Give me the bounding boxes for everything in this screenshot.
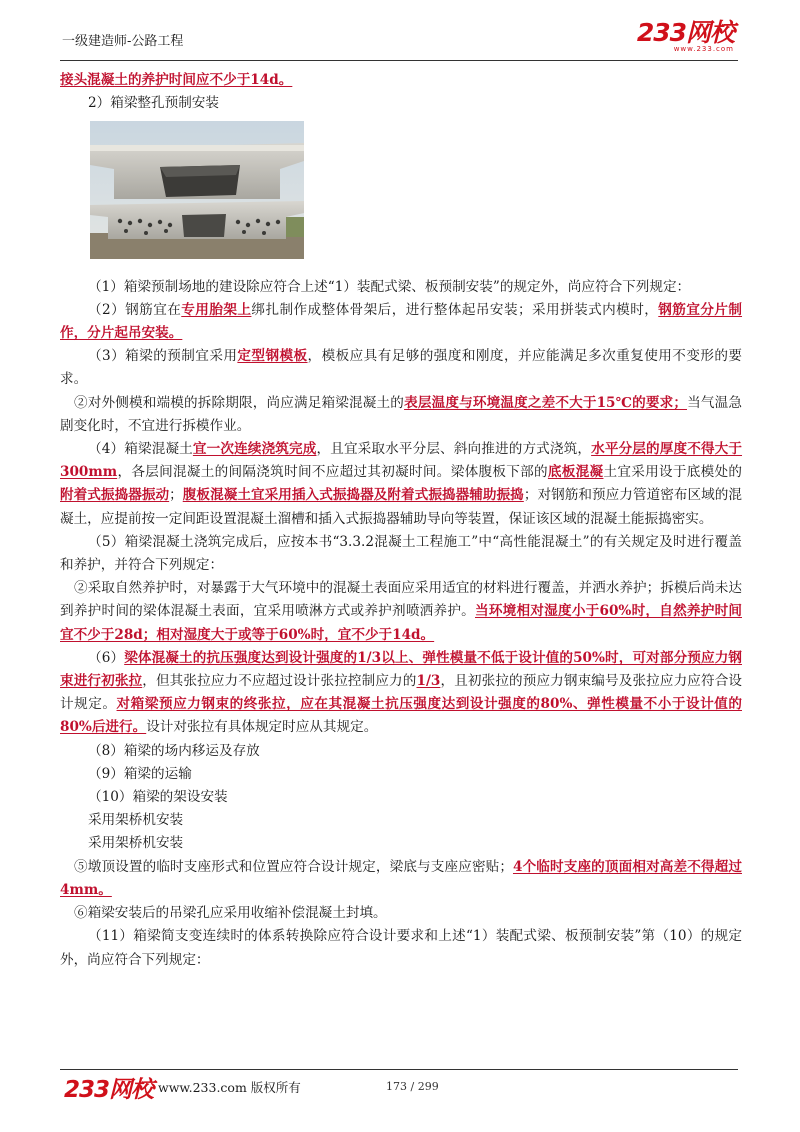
- logo-url: www.233.com: [673, 45, 734, 53]
- text-run: （9）箱梁的运输: [88, 765, 192, 782]
- footer-logo[interactable]: 233网校: [64, 1077, 154, 1103]
- paragraph: [60, 392, 742, 438]
- paragraph: [60, 856, 742, 902]
- logo-text: 233网校: [636, 18, 734, 47]
- section-heading: [60, 92, 742, 115]
- brand-logo[interactable]: [637, 20, 734, 53]
- text-run: ②采取自然养护时，对暴露于大气环境中的混凝土表面应采用适宜的材料进行覆盖，并洒水养护；拆模后尚未达到养护时间的梁体混凝土表面，宜采用喷淋方式或养护剂喷洒养护。: [60, 580, 742, 620]
- text-run: 设计对张拉有具体规定时应从其规定。: [146, 719, 378, 736]
- highlighted-text: 当环境相对湿度小于60%时，自然养护时间宜不少于28d；相对湿度大于或等于60%时，宜不少于14d。: [60, 603, 742, 643]
- highlighted-text: 附着式振捣器振动: [60, 487, 170, 504]
- text-run: （4）箱梁混凝土: [88, 441, 193, 458]
- text-run: ，但其张拉应力不应超过设计张拉控制应力的: [142, 673, 417, 690]
- text-run: （6）: [88, 649, 125, 666]
- highlighted-text: 水平分层的厚度不得大于300mm: [60, 441, 743, 481]
- highlighted-text: 表层温度与环境温度之差不大于15℃的要求；: [404, 394, 687, 411]
- text-run: （11）箱梁简支变连续时的体系转换除应符合设计要求和上述“1）装配式梁、板预制安装”第（10）的规定外，尚应符合下列规定：: [60, 928, 742, 968]
- text-run: ⑤墩顶设置的临时支座形式和位置应符合设计规定，梁底与支座应密贴；: [74, 858, 513, 875]
- highlighted-text: 钢筋宜分片制作，分片起吊安装。: [60, 301, 743, 342]
- highlighted-text: 定型钢模板: [237, 348, 308, 365]
- text-run: ②对外侧模和端模的拆除期限，尚应满足箱梁混凝土的: [74, 394, 405, 411]
- text-run: 土宜采用设于底模处的: [603, 464, 743, 481]
- list-item: [60, 786, 742, 809]
- paragraph: [60, 299, 742, 345]
- paragraph: [60, 925, 742, 971]
- highlighted-text: 底板混凝: [547, 464, 604, 481]
- paragraph: [60, 647, 742, 740]
- text-run: （2）钢筋宜在: [88, 301, 182, 318]
- paragraph: [60, 438, 742, 531]
- paragraph: [60, 69, 742, 92]
- list-item: [60, 809, 742, 832]
- paragraph: [60, 345, 742, 391]
- footer-divider: [60, 1069, 738, 1070]
- paragraph: [60, 577, 742, 647]
- text-run: （5）箱梁混凝土浇筑完成后，应按本书“3.3.2混凝土工程施工”中“高性能混凝土”的有关规定及时进行覆盖和养护，并符合下列规定：: [60, 533, 742, 574]
- text-run: 绑扎制作成整体骨架后，进行整体起吊安装；采用拼装式内模时，: [251, 301, 659, 318]
- highlighted-text: 对箱梁预应力钢束的终张拉，应在其混凝土抗压强度达到设计强度的80%、弹性模量不小于设计值的80%后进行。: [60, 696, 742, 736]
- text-run: （3）箱梁的预制宜采用: [88, 348, 238, 365]
- highlighted-text: 梁体混凝土的抗压强度达到设计强度的1/3以上、弹性模量不低于设计值的50%时，可对部分预应力钢束进行初张拉: [60, 649, 742, 690]
- text-run: （1）箱梁预制场地的建设除应符合上述“1）装配式梁、板预制安装”的规定外，尚应符合下列规定：: [88, 278, 691, 295]
- highlighted-text: 专用胎架上: [181, 301, 252, 318]
- text-run: ，各层间混凝土的间隔浇筑时间不应超过其初凝时间。梁体腹板下部的: [117, 464, 548, 481]
- paragraph: [60, 276, 742, 299]
- text-run: 2）箱梁整孔预制安装: [88, 95, 219, 112]
- highlighted-text: 接头混凝土的养护时间应不少于14d。: [60, 72, 293, 88]
- highlighted-text: 宜一次连续浇筑完成: [192, 441, 317, 458]
- footer-copyright: www.233.com 版权所有: [158, 1080, 301, 1095]
- text-run: （10）箱梁的架设安装: [88, 789, 228, 806]
- page-number: 173 / 299: [386, 1080, 439, 1093]
- list-item: [60, 740, 742, 763]
- text-run: ，且初张拉的预应力钢束编号及张拉应力应符合设计规定。: [60, 673, 743, 713]
- list-item: [60, 832, 742, 855]
- highlighted-text: 腹板混凝土宜采用插入式振捣器及附着式振捣器辅助振捣: [182, 487, 524, 504]
- paragraph: [60, 902, 742, 925]
- page-content: [60, 69, 742, 972]
- text-run: 采用架桥机安装: [88, 835, 184, 852]
- header-divider: [60, 60, 738, 61]
- text-run: ；: [169, 487, 183, 504]
- text-run: 采用架桥机安装: [88, 812, 184, 829]
- paragraph: [60, 531, 742, 577]
- box-girder-photo: [90, 121, 304, 259]
- text-run: ⑥箱梁安装后的吊梁孔应采用收缩补偿混凝土封填。: [74, 905, 387, 922]
- text-run: （8）箱梁的场内移运及存放: [88, 742, 260, 759]
- text-run: 当气温急剧变化时，不宜进行拆模作业。: [60, 394, 742, 434]
- header-title: 一级建造师-公路工程: [62, 34, 184, 49]
- text-run: ，且宜采取水平分层、斜向推进的方式浇筑，: [316, 441, 592, 458]
- text-run: ，模板应具有足够的强度和刚度，并应能满足多次重复使用不变形的要求。: [60, 348, 743, 388]
- highlighted-text: 1/3: [416, 673, 441, 690]
- text-run: ；对钢筋和预应力管道密布区域的混凝土，应提前按一定间距设置混凝土溜槽和插入式振捣器辅助导向等装置，保证该区域的混凝土能振捣密实。: [60, 487, 743, 527]
- list-item: [60, 763, 742, 786]
- highlighted-text: 4个临时支座的顶面相对高差不得超过4mm。: [60, 858, 742, 898]
